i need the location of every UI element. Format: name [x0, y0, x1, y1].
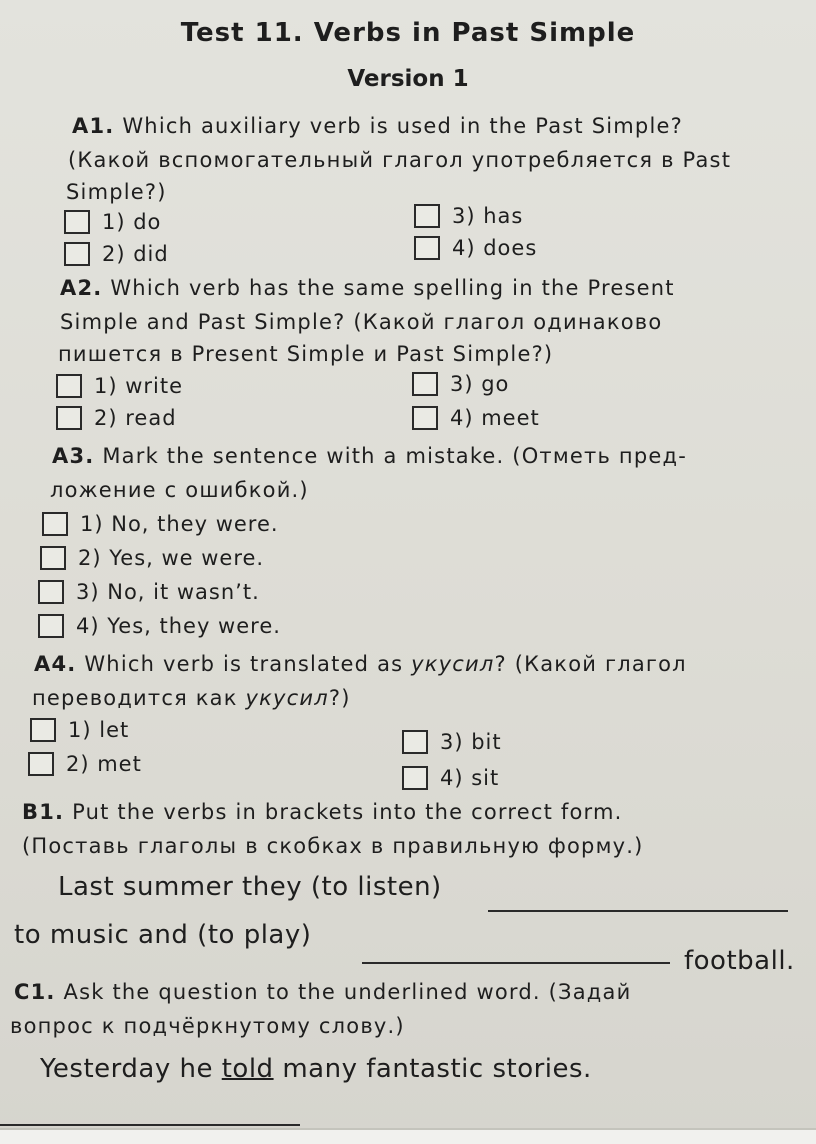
a1-question-line-1: A1. Which auxiliary verb is used in the Past Simple?	[72, 114, 683, 138]
a2-question-line-2: Simple and Past Simple? (Какой глагол одинаково	[60, 310, 663, 334]
c1-sentence: Yesterday he told many fantastic stories.	[40, 1054, 592, 1084]
checkbox[interactable]	[38, 614, 64, 638]
a1-option-2[interactable]: 2) did	[64, 242, 169, 266]
a4-question-line-1: A4. Which verb is translated as укусил? (Какой глагол	[34, 652, 687, 676]
a2-question-line-1: A2. Which verb has the same spelling in the Present	[60, 276, 675, 300]
b1-question-line-1: B1. Put the verbs in brackets into the correct form.	[22, 800, 623, 824]
checkbox[interactable]	[402, 766, 428, 790]
c1-answer-blank[interactable]	[0, 1124, 300, 1126]
b1-question-line-2: (Поставь глаголы в скобках в правильную форму.)	[22, 834, 644, 858]
checkbox[interactable]	[56, 406, 82, 430]
a4-option-3[interactable]: 3) bit	[402, 730, 502, 754]
a3-option-2[interactable]: 2) Yes, we were.	[40, 546, 264, 570]
underlined-word: told	[221, 1054, 274, 1084]
checkbox[interactable]	[38, 580, 64, 604]
a2-option-3[interactable]: 3) go	[412, 372, 509, 396]
b1-answer-blank-2[interactable]	[362, 962, 670, 964]
c1-question-line-2: вопрос к подчёркнутому слову.)	[10, 1014, 405, 1038]
b1-answer-blank-1[interactable]	[488, 910, 788, 912]
a2-option-4[interactable]: 4) meet	[412, 406, 540, 430]
a1-number: A1.	[72, 114, 115, 138]
a2-option-1[interactable]: 1) write	[56, 374, 183, 398]
checkbox[interactable]	[64, 242, 90, 266]
b1-sentence-line-1: Last summer they (to listen)	[58, 872, 442, 902]
a1-question-line-2: (Какой вспомогательный глагол употребляется в Past	[68, 148, 732, 172]
checkbox[interactable]	[414, 236, 440, 260]
highlighted-word: укусил	[411, 652, 495, 676]
a1-option-4[interactable]: 4) does	[414, 236, 537, 260]
version-label: Version 1	[347, 66, 469, 92]
checkbox[interactable]	[42, 512, 68, 536]
a4-option-4[interactable]: 4) sit	[402, 766, 499, 790]
a1-option-3[interactable]: 3) has	[414, 204, 523, 228]
a3-option-4[interactable]: 4) Yes, they were.	[38, 614, 281, 638]
a1-option-1[interactable]: 1) do	[64, 210, 161, 234]
a3-question-line-1: A3. Mark the sentence with a mistake. (Отметь пред-	[52, 444, 687, 468]
a4-option-2[interactable]: 2) met	[28, 752, 142, 776]
checkbox[interactable]	[412, 372, 438, 396]
checkbox[interactable]	[412, 406, 438, 430]
a1-question-line-3: Simple?)	[66, 180, 167, 204]
a2-question-line-3: пишется в Present Simple и Past Simple?)	[58, 342, 554, 366]
a3-number: A3.	[52, 444, 95, 468]
checkbox[interactable]	[64, 210, 90, 234]
checkbox[interactable]	[40, 546, 66, 570]
c1-question-line-1: C1. Ask the question to the underlined word. (Задай	[14, 980, 632, 1004]
a4-number: A4.	[34, 652, 77, 676]
a2-option-2[interactable]: 2) read	[56, 406, 177, 430]
b1-sentence-end: football.	[684, 946, 795, 976]
b1-number: B1.	[22, 800, 65, 824]
a2-number: A2.	[60, 276, 103, 300]
a3-question-line-2: ложение с ошибкой.)	[50, 478, 309, 502]
checkbox[interactable]	[402, 730, 428, 754]
b1-sentence-line-2: to music and (to play)	[14, 920, 312, 950]
c1-number: C1.	[14, 980, 56, 1004]
page-edge	[0, 1128, 816, 1144]
test-title: Test 11. Verbs in Past Simple	[180, 18, 636, 48]
a3-option-3[interactable]: 3) No, it wasn’t.	[38, 580, 260, 604]
highlighted-word: укусил	[245, 686, 329, 710]
checkbox[interactable]	[414, 204, 440, 228]
a4-question-line-2: переводится как укусил?)	[32, 686, 351, 710]
checkbox[interactable]	[56, 374, 82, 398]
a4-option-1[interactable]: 1) let	[30, 718, 129, 742]
a3-option-1[interactable]: 1) No, they were.	[42, 512, 279, 536]
checkbox[interactable]	[30, 718, 56, 742]
checkbox[interactable]	[28, 752, 54, 776]
